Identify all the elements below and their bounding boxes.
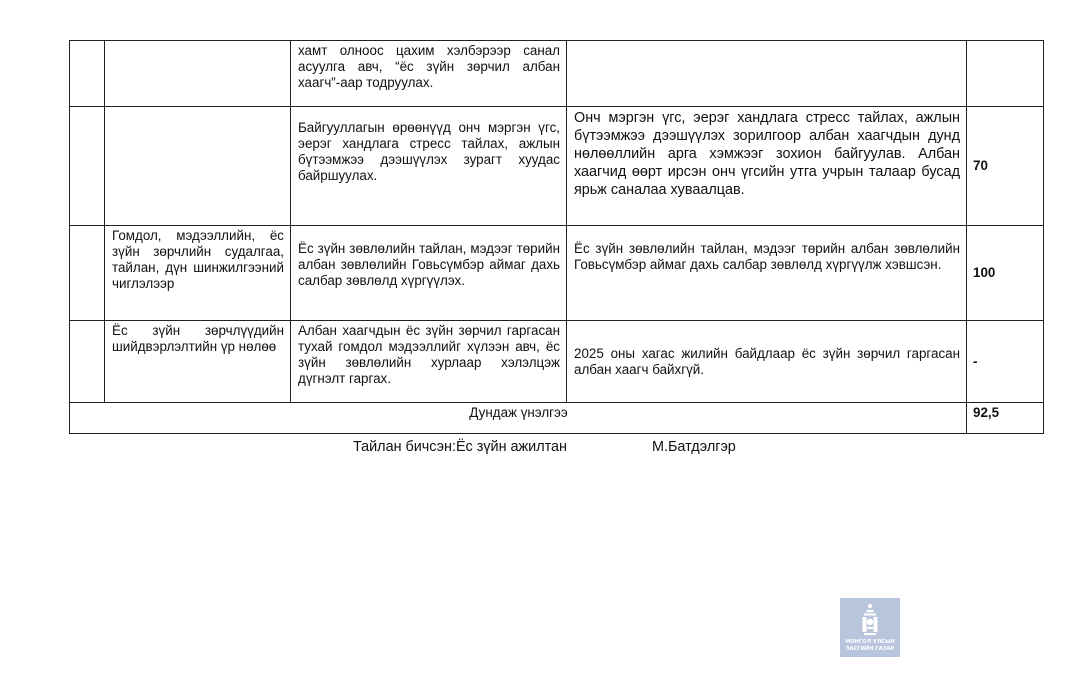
emblem-text-line2: ЗАСГИЙН ГАЗАР [845,646,895,652]
activity-cell: Ёс зүйн зөвлөлийн тайлан, мэдээг төрийн албан зөвлөлийн Говьсүмбэр аймаг дахь салбар зөвлөлд хүргүүлэх. [291,226,567,321]
result-cell [567,41,967,107]
row-number-cell [70,41,105,107]
direction-cell: Гомдол, мэдээллийн, ёс зүйн зөрчлийн судалгаа, тайлан, дүн шинжилгээний чиглэлээр [105,226,291,321]
government-logo [840,598,900,657]
signature-name: М.Батдэлгэр [652,439,736,455]
emblem-text-line1: МОНГОЛ УЛСЫН [845,639,895,645]
row-number-cell [70,226,105,321]
result-cell: Ёс зүйн зөвлөлийн тайлан, мэдээг төрийн албан зөвлөлийн Говьсүмбэр аймаг дахь салбар зөвлөлд хүргүүлж хэвшсэн. [567,226,967,321]
table-row [70,41,1044,107]
signature-label: Тайлан бичсэн:Ёс зүйн ажилтан [353,439,567,455]
result-cell: Онч мэргэн үгс, эерэг хандлага стресс тайлах, ажлын бүтээмжээ дээшүүлэх зорилгоор албан хаагчдын дунд нөлөөллийн арга хэмжээг зохион байгуулав. Албан хаагчид өөрт ирсэн онч үгсийн утга учрын талаар бусад ярьж саналаа хуваалцав. [567,107,967,226]
row-number-cell [70,321,105,403]
score-cell [967,41,1044,107]
direction-cell [105,107,291,226]
activity-cell: Байгууллагын өрөөнүүд онч мэргэн үгс, эерэг хандлага стресс тайлах, ажлын бүтээмжээ дээшүүлэх зурагт хуудас байршуулах. [291,107,567,226]
score-cell: 100 [967,226,1044,321]
average-row [70,403,1044,434]
soyombo-emblem-icon [840,598,900,657]
score-cell: - [967,321,1044,403]
table-row [70,321,1044,403]
table-row [70,107,1044,226]
activity-cell: Албан хаагчдын ёс зүйн зөрчил гаргасан тухай гомдол мэдээллийг хүлээн авч, ёс зүйн зөвлөлийн хурлаар хэлэлцэж дүгнэлт гаргах. [291,321,567,403]
result-cell: 2025 оны хагас жилийн байдлаар ёс зүйн зөрчил гаргасан албан хаагч байхгүй. [567,321,967,403]
activity-cell: хамт олноос цахим хэлбэрээр санал асуулга авч, “ёс зүйн зөрчил албан хаагч”-аар тодруулах. [291,41,567,107]
score-cell: 70 [967,107,1044,226]
row-number-cell [70,107,105,226]
average-score: 92,5 [967,403,1044,434]
direction-cell: Ёс зүйн зөрчлүүдийн шийдвэрлэлтийн үр нөлөө [105,321,291,403]
average-label: Дундаж үнэлгээ [70,403,967,434]
table-row [70,226,1044,321]
direction-cell [105,41,291,107]
evaluation-table [69,40,1044,434]
